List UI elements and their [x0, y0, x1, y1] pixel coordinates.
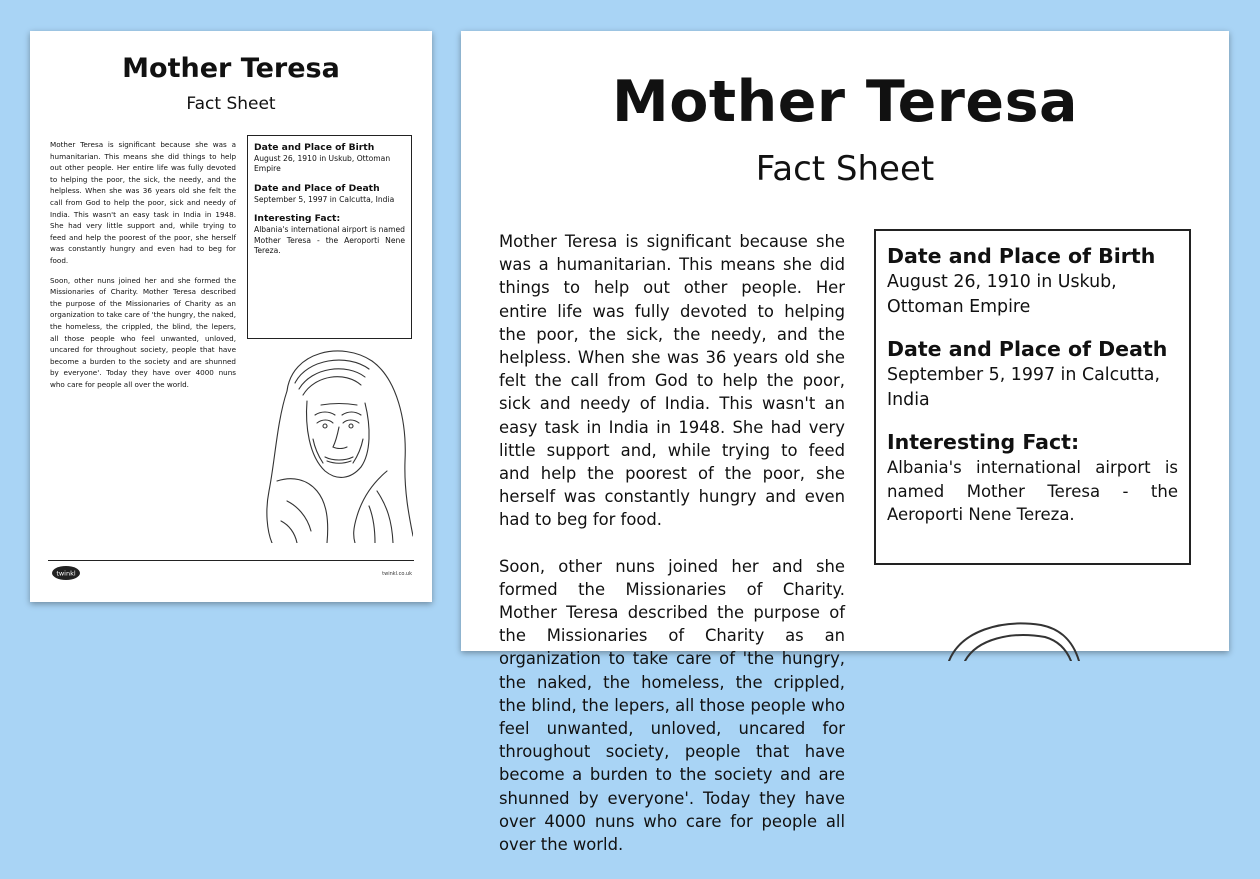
body-paragraph: Mother Teresa is significant because she was a humanitarian. This means she did things to help out other people. Her entire life was fully devoted to helping the poor, the sick, the needy, and the helpless. When she was 36 years old she felt the call from God to help the poor, sick and needy of India. This wasn't an easy task in India in 1948. She had very little support and, while trying to feed and help the poorest of the poor, she herself was constantly hungry and even had to beg for food. [499, 232, 845, 530]
fact-heading: Interesting Fact: [254, 213, 341, 225]
page-title: Mother Teresa [122, 53, 340, 84]
fact-sheet-page-thumbnail [30, 31, 432, 602]
body-text [499, 230, 845, 879]
birth-heading: Date and Place of Birth [254, 142, 375, 153]
fact-sheet-page-zoomed [461, 31, 1229, 855]
fact-heading: Interesting Fact: [887, 430, 1080, 454]
body-paragraph: Soon, other nuns joined her and she formed the Missionaries of Charity. Mother Teresa described the purpose of the Missionaries of Charity as an organization to take care of 'the hungry, the naked, the homeless, the crippled, the blind, the lepers, all those people who feel unwanted, unloved, uncared for throughout society, people that have become a burden to the society and are shunned by everyone'. Today they have over 4000 nuns who care for people all over the world. [499, 556, 845, 855]
page-title: Mother Teresa [612, 69, 1078, 135]
death-heading: Date and Place of Death [887, 337, 1168, 361]
death-text: September 5, 1997 in Calcutta, India [887, 365, 1160, 410]
page-subtitle: Fact Sheet [186, 94, 276, 114]
body-paragraph: Soon, other nuns joined her and she formed the Missionaries of Charity. Mother Teresa described the purpose of the Missionaries of Charity as an organization to take care of 'the hungry, the naked, the homeless, the crippled, the blind, the lepers, all those people who feel unwanted, unloved, uncared for throughout society, people that have become a burden to the society and are shunned by everyone'. Today they have over 4000 nuns who care for people all over the world. [50, 275, 236, 389]
footer-rule [48, 560, 414, 561]
portrait-illustration [247, 331, 413, 543]
page-subtitle: Fact Sheet [755, 149, 935, 189]
birth-heading: Date and Place of Birth [887, 244, 1156, 268]
portrait-illustration-top [941, 611, 1081, 661]
fact-text: Albania's international airport is named Mother Teresa - the Aeroporti Nene Tereza. [254, 225, 405, 256]
svg-text:twinkl: twinkl [56, 569, 76, 578]
fact-box [247, 135, 412, 339]
death-text: September 5, 1997 in Calcutta, India [254, 194, 395, 204]
footer-url: twinkl.co.uk [382, 571, 412, 577]
fact-box [874, 229, 1191, 565]
body-paragraph: Mother Teresa is significant because she was a humanitarian. This means she did things to help out other people. Her entire life was fully devoted to helping the poor, the sick, the needy, and the helpless. When she was 36 years old she felt the call from God to help the poor, sick and needy of India. This wasn't an easy task in India in 1948. She had very little support and, while trying to feed and help the poorest of the poor, she herself was constantly hungry and even had to beg for food. [50, 140, 236, 265]
body-text [50, 139, 236, 398]
birth-text: August 26, 1910 in Uskub, Ottoman Empire [887, 272, 1117, 317]
death-heading: Date and Place of Death [254, 182, 380, 194]
logo-icon [50, 564, 82, 582]
fact-text: Albania's international airport is named Mother Teresa - the Aeroporti Nene Tereza. [887, 458, 1178, 524]
birth-text: August 26, 1910 in Uskub, Ottoman Empire [254, 154, 391, 174]
